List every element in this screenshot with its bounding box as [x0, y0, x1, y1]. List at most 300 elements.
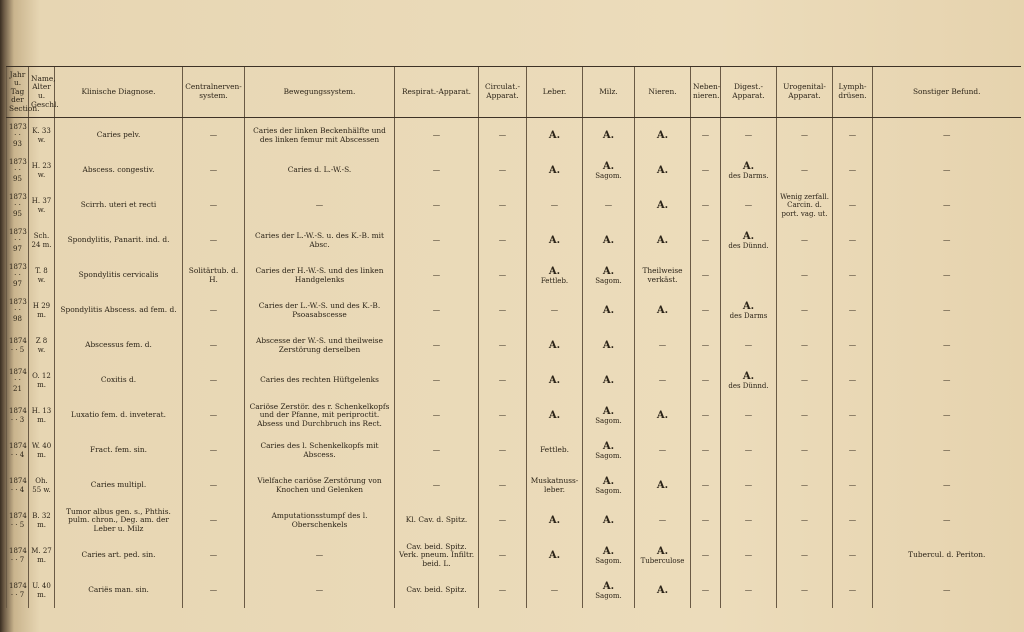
table-row: [7, 118, 1021, 154]
digest-value: —: [744, 550, 753, 560]
cell-digest: [721, 328, 777, 363]
bew-value: Caries der linken Beckenhälfte und des linken femur mit Abscessen: [253, 125, 386, 144]
leber-value: A.: [548, 234, 561, 246]
cell-leber: [527, 153, 583, 188]
cell-digest: [721, 363, 777, 398]
cell-id: [7, 468, 29, 503]
table-row: [7, 363, 1021, 398]
cell-cns: [183, 398, 245, 433]
cns-value: —: [209, 445, 218, 455]
milz-note: Sagom.: [595, 557, 622, 566]
sonst-value: —: [943, 305, 951, 315]
cell-digest: [721, 223, 777, 258]
circ-value: —: [498, 305, 507, 315]
cell-leber: [527, 188, 583, 223]
neben-value: —: [701, 340, 710, 350]
cell-cns: [183, 188, 245, 223]
neben-value: —: [701, 270, 710, 280]
cell-neben: [691, 538, 721, 573]
cell-nieren: [635, 468, 691, 503]
uro-value: —: [801, 131, 808, 140]
cell-uro: [777, 573, 833, 608]
name-value: M. 27 m.: [31, 547, 52, 564]
cell-circ: [479, 118, 527, 154]
circ-value: —: [498, 585, 507, 595]
cell-leber: [527, 223, 583, 258]
milz-value: A.: [602, 440, 615, 452]
cell-sonst: [873, 398, 1021, 433]
name-value: Z 8 w.: [35, 337, 48, 354]
cell-bew: [245, 468, 395, 503]
sonst-value: Tubercul. d. Periton.: [908, 550, 986, 560]
cns-value: —: [209, 235, 218, 245]
nieren-value: Theilweise verkäst.: [642, 265, 683, 284]
id-value: 1873 · · 97: [9, 228, 27, 253]
name-value: K. 33 w.: [32, 127, 51, 144]
leber-value: —: [550, 305, 559, 315]
milz-note: Sagom.: [595, 172, 622, 181]
cell-lymph: [833, 293, 873, 328]
cell-name: [29, 223, 55, 258]
circ-value: —: [498, 375, 507, 385]
cell-id: [7, 503, 29, 538]
cns-value: —: [209, 515, 218, 525]
cell-bew: [245, 328, 395, 363]
uro-value: Wenig zerfall. Carcin. d. port. vag. ut.: [780, 193, 829, 218]
nieren-value: A.: [656, 584, 669, 596]
cell-circ: [479, 223, 527, 258]
cell-name: [29, 258, 55, 293]
cell-sonst: [873, 118, 1021, 154]
cell-leber: [527, 258, 583, 293]
name-value: W. 40 m.: [31, 442, 52, 459]
neben-value: —: [701, 235, 710, 245]
cell-lymph: [833, 328, 873, 363]
cell-circ: [479, 188, 527, 223]
cell-digest: [721, 188, 777, 223]
leber-value: A.: [548, 129, 561, 141]
cell-diag: [55, 433, 183, 468]
milz-note: Sagom.: [595, 592, 622, 601]
leber-note: Fettleb.: [540, 277, 569, 286]
nieren-value: A.: [656, 129, 669, 141]
cell-uro: [777, 118, 833, 154]
cell-lymph: [833, 573, 873, 608]
name-value: U. 40 m.: [32, 582, 51, 599]
diag-value: Caries multipl.: [90, 480, 147, 490]
cell-neben: [691, 503, 721, 538]
cell-resp: [395, 293, 479, 328]
cell-digest: [721, 398, 777, 433]
cell-nieren: [635, 188, 691, 223]
id-value: 1874 · · 7: [9, 547, 27, 564]
cell-uro: [777, 258, 833, 293]
cell-neben: [691, 433, 721, 468]
leber-value: Fettleb.: [540, 445, 569, 455]
cell-sonst: [873, 433, 1021, 468]
diag-value: Caries art. ped. sin.: [81, 550, 156, 560]
id-value: 1874 · · 3: [9, 407, 27, 424]
cell-lymph: [833, 188, 873, 223]
cns-value: —: [209, 165, 218, 175]
cell-nieren: [635, 363, 691, 398]
cns-value: —: [209, 305, 218, 315]
milz-value: A.: [602, 514, 615, 526]
cell-id: [7, 538, 29, 573]
cns-value: —: [209, 340, 218, 350]
bew-value: Caries der L.-W.-S. u. des K.-B. mit Absc.: [254, 230, 384, 249]
col-nieren-header: Nieren.: [635, 67, 691, 118]
table-row: [7, 328, 1021, 363]
cell-uro: [777, 503, 833, 538]
cell-circ: [479, 503, 527, 538]
cell-cns: [183, 573, 245, 608]
cell-name: [29, 433, 55, 468]
cell-cns: [183, 468, 245, 503]
circ-value: —: [498, 200, 507, 210]
bew-value: Vielfache cariöse Zerstörung von Knochen und Gelenken: [257, 475, 382, 494]
lymph-value: —: [848, 340, 857, 350]
sonst-value: —: [943, 200, 951, 210]
cell-digest: [721, 153, 777, 188]
cell-sonst: [873, 503, 1021, 538]
cell-circ: [479, 573, 527, 608]
cell-nieren: [635, 503, 691, 538]
cell-circ: [479, 468, 527, 503]
col-leber-header: Leber.: [527, 67, 583, 118]
milz-value: A.: [602, 405, 615, 417]
diag-value: Spondylitis cervicalis: [78, 270, 159, 280]
cell-neben: [691, 223, 721, 258]
id-value: 1873 · · 98: [9, 298, 27, 323]
sonst-value: —: [943, 235, 951, 245]
cell-sonst: [873, 153, 1021, 188]
digest-value: —: [744, 445, 753, 455]
milz-value: A.: [602, 160, 615, 172]
cell-digest: [721, 433, 777, 468]
cell-resp: [395, 503, 479, 538]
cell-neben: [691, 573, 721, 608]
col-urogenital-header: Urogenital-Apparat.: [777, 67, 833, 118]
neben-value: —: [701, 200, 710, 210]
cell-cns: [183, 293, 245, 328]
digest-value: —: [744, 410, 753, 420]
leber-value: Muskatnuss-leber.: [530, 475, 579, 494]
cell-name: [29, 398, 55, 433]
digest-value: —: [744, 340, 753, 350]
cell-neben: [691, 153, 721, 188]
name-value: Sch. 24 m.: [31, 232, 52, 249]
milz-note: Sagom.: [595, 487, 622, 496]
nieren-value: A.: [656, 234, 669, 246]
cell-cns: [183, 223, 245, 258]
cell-nieren: [635, 573, 691, 608]
cell-milz: [583, 223, 635, 258]
cell-id: [7, 573, 29, 608]
sonst-value: —: [943, 375, 951, 385]
cell-name: [29, 293, 55, 328]
milz-note: Sagom.: [595, 277, 622, 286]
cell-resp: [395, 468, 479, 503]
cns-value: —: [209, 130, 218, 140]
cell-diag: [55, 503, 183, 538]
cell-diag: [55, 188, 183, 223]
milz-value: A.: [602, 265, 615, 277]
cell-diag: [55, 258, 183, 293]
cell-circ: [479, 258, 527, 293]
resp-value: —: [432, 445, 441, 455]
cell-diag: [55, 223, 183, 258]
cns-value: Solitärtub. d. H.: [188, 265, 239, 284]
lymph-value: —: [848, 445, 857, 455]
cell-sonst: [873, 258, 1021, 293]
cell-circ: [479, 153, 527, 188]
resp-value: —: [432, 235, 441, 245]
cell-circ: [479, 363, 527, 398]
digest-value: —: [744, 130, 753, 140]
milz-value: A.: [602, 475, 615, 487]
table-row: [7, 293, 1021, 328]
cell-nieren: [635, 538, 691, 573]
cell-lymph: [833, 433, 873, 468]
uro-value: —: [801, 166, 808, 175]
resp-value: —: [432, 270, 441, 280]
cell-diag: [55, 328, 183, 363]
bew-value: Caries des l. Schenkelkopfs mit Abscess.: [260, 440, 379, 459]
cell-leber: [527, 363, 583, 398]
cell-bew: [245, 223, 395, 258]
uro-value: —: [801, 446, 808, 455]
cell-sonst: [873, 328, 1021, 363]
cell-lymph: [833, 153, 873, 188]
id-value: 1874 · · 4: [9, 477, 27, 494]
digest-note: des Darms: [729, 312, 768, 321]
digest-value: —: [744, 585, 753, 595]
cell-milz: [583, 328, 635, 363]
milz-note: Sagom.: [595, 452, 622, 461]
cell-nieren: [635, 433, 691, 468]
diag-value: Spondylitis, Panarit. ind. d.: [67, 235, 170, 245]
cell-diag: [55, 118, 183, 154]
col-respirat-header: Respirat.-Apparat.: [395, 67, 479, 118]
digest-value: —: [744, 200, 753, 210]
cell-diag: [55, 363, 183, 398]
bew-value: Abscesse der W.-S. und theilweise Zerstörung derselben: [256, 335, 383, 354]
cell-id: [7, 188, 29, 223]
neben-value: —: [701, 585, 710, 595]
cns-value: —: [209, 200, 218, 210]
cell-sonst: [873, 538, 1021, 573]
circ-value: —: [498, 480, 507, 490]
cell-id: [7, 398, 29, 433]
cell-name: [29, 153, 55, 188]
diag-value: Cariës man. sin.: [88, 585, 149, 595]
cell-milz: [583, 573, 635, 608]
cell-uro: [777, 153, 833, 188]
milz-value: A.: [602, 304, 615, 316]
bew-value: —: [315, 585, 324, 595]
leber-value: A.: [548, 265, 561, 277]
cell-diag: [55, 573, 183, 608]
cell-id: [7, 258, 29, 293]
col-diagnose-header: Klinische Diagnose.: [55, 67, 183, 118]
cell-uro: [777, 538, 833, 573]
cell-cns: [183, 153, 245, 188]
milz-value: A.: [602, 580, 615, 592]
neben-value: —: [701, 410, 710, 420]
table-row: [7, 468, 1021, 503]
cell-sonst: [873, 468, 1021, 503]
cell-uro: [777, 328, 833, 363]
nieren-value: A.: [656, 409, 669, 421]
cns-value: —: [209, 585, 218, 595]
nieren-value: —: [658, 515, 667, 525]
cell-resp: [395, 223, 479, 258]
cell-nieren: [635, 118, 691, 154]
cell-circ: [479, 433, 527, 468]
diag-value: Spondylitis Abscess. ad fem. d.: [60, 305, 177, 315]
diag-value: Tumor albus gen. s., Phthis. pulm. chron., Deg. am. der Leber u. Milz: [66, 506, 171, 533]
id-value: 1873 · · 97: [9, 263, 27, 288]
cell-sonst: [873, 363, 1021, 398]
cell-leber: [527, 293, 583, 328]
bew-value: Caries d. L.-W.-S.: [287, 165, 352, 175]
uro-value: —: [801, 481, 808, 490]
resp-value: Cav. beid. Spitz. Verk. pneum. Infiltr. beid. L.: [398, 541, 475, 568]
nieren-note: Tuberculose: [640, 557, 685, 566]
cell-id: [7, 433, 29, 468]
circ-value: —: [498, 550, 507, 560]
circ-value: —: [498, 515, 507, 525]
cell-bew: [245, 503, 395, 538]
name-value: H. 37 w.: [31, 197, 52, 214]
cell-lymph: [833, 363, 873, 398]
cns-value: —: [209, 550, 218, 560]
cell-bew: [245, 118, 395, 154]
col-milz-header: Milz.: [583, 67, 635, 118]
neben-value: —: [701, 550, 710, 560]
cell-digest: [721, 503, 777, 538]
cell-bew: [245, 258, 395, 293]
cell-sonst: [873, 188, 1021, 223]
sonst-value: —: [943, 445, 951, 455]
cell-milz: [583, 503, 635, 538]
diag-value: Luxatio fem. d. inveterat.: [71, 410, 166, 420]
cell-resp: [395, 118, 479, 154]
name-value: H 29 m.: [32, 302, 51, 319]
sonst-value: —: [943, 480, 951, 490]
nieren-value: A.: [656, 479, 669, 491]
cell-leber: [527, 538, 583, 573]
nieren-value: A.: [656, 164, 669, 176]
cell-resp: [395, 188, 479, 223]
nieren-value: A.: [656, 545, 669, 557]
cell-bew: [245, 188, 395, 223]
circ-value: —: [498, 410, 507, 420]
cell-cns: [183, 118, 245, 154]
lymph-value: —: [848, 515, 857, 525]
cell-uro: [777, 293, 833, 328]
bew-value: Caries der H.-W.-S. und des linken Handgelenks: [255, 265, 384, 284]
cell-circ: [479, 538, 527, 573]
milz-value: A.: [602, 374, 615, 386]
cell-digest: [721, 293, 777, 328]
bew-value: Cariöse Zerstör. des r. Schenkelkopfs und der Pfanne, mit periproctit. Absess und Durchbruch ins Rect.: [249, 401, 390, 428]
cell-milz: [583, 433, 635, 468]
cell-name: [29, 538, 55, 573]
cell-nieren: [635, 398, 691, 433]
milz-value: A.: [602, 129, 615, 141]
uro-value: —: [801, 341, 808, 350]
cell-nieren: [635, 328, 691, 363]
cell-id: [7, 118, 29, 154]
digest-value: —: [744, 480, 753, 490]
cell-digest: [721, 258, 777, 293]
diag-value: Caries pelv.: [96, 130, 141, 140]
cell-resp: [395, 328, 479, 363]
col-name-header: Name, Alter u. Geschl.: [29, 67, 55, 118]
col-bewegung-header: Bewegungssystem.: [245, 67, 395, 118]
digest-value: A.: [742, 300, 755, 312]
cell-resp: [395, 363, 479, 398]
cell-circ: [479, 293, 527, 328]
cell-uro: [777, 468, 833, 503]
cell-milz: [583, 538, 635, 573]
circ-value: —: [498, 270, 507, 280]
bew-value: Caries der L.-W.-S. und des K.-B. Psoasabscesse: [258, 300, 381, 319]
leber-value: A.: [548, 339, 561, 351]
cell-diag: [55, 293, 183, 328]
resp-value: Kl. Cav. d. Spitz.: [405, 515, 468, 525]
id-value: 1873 · · 95: [9, 193, 27, 218]
id-value: 1874 · · 5: [9, 512, 27, 529]
cell-bew: [245, 293, 395, 328]
lymph-value: —: [848, 480, 857, 490]
cell-cns: [183, 258, 245, 293]
cell-nieren: [635, 153, 691, 188]
cell-name: [29, 573, 55, 608]
cell-neben: [691, 398, 721, 433]
milz-note: Sagom.: [595, 417, 622, 426]
leber-value: A.: [548, 409, 561, 421]
lymph-value: —: [848, 235, 857, 245]
resp-value: —: [432, 200, 441, 210]
resp-value: Cav. beid. Spitz.: [406, 585, 467, 595]
cell-id: [7, 328, 29, 363]
cell-resp: [395, 258, 479, 293]
nieren-value: —: [658, 375, 667, 385]
digest-value: A.: [742, 160, 755, 172]
cell-nieren: [635, 223, 691, 258]
col-digest-header: Digest.-Apparat.: [721, 67, 777, 118]
table-row: [7, 538, 1021, 573]
cell-leber: [527, 328, 583, 363]
table-row: [7, 398, 1021, 433]
cell-uro: [777, 223, 833, 258]
sonst-value: —: [943, 130, 951, 140]
diag-value: Coxitis d.: [100, 375, 137, 385]
cell-name: [29, 328, 55, 363]
cell-digest: [721, 118, 777, 154]
cell-resp: [395, 153, 479, 188]
table-row: [7, 503, 1021, 538]
milz-value: A.: [602, 234, 615, 246]
diag-value: Abscessus fem. d.: [85, 340, 152, 350]
cell-bew: [245, 433, 395, 468]
cell-lymph: [833, 398, 873, 433]
lymph-value: —: [848, 375, 857, 385]
resp-value: —: [432, 165, 441, 175]
